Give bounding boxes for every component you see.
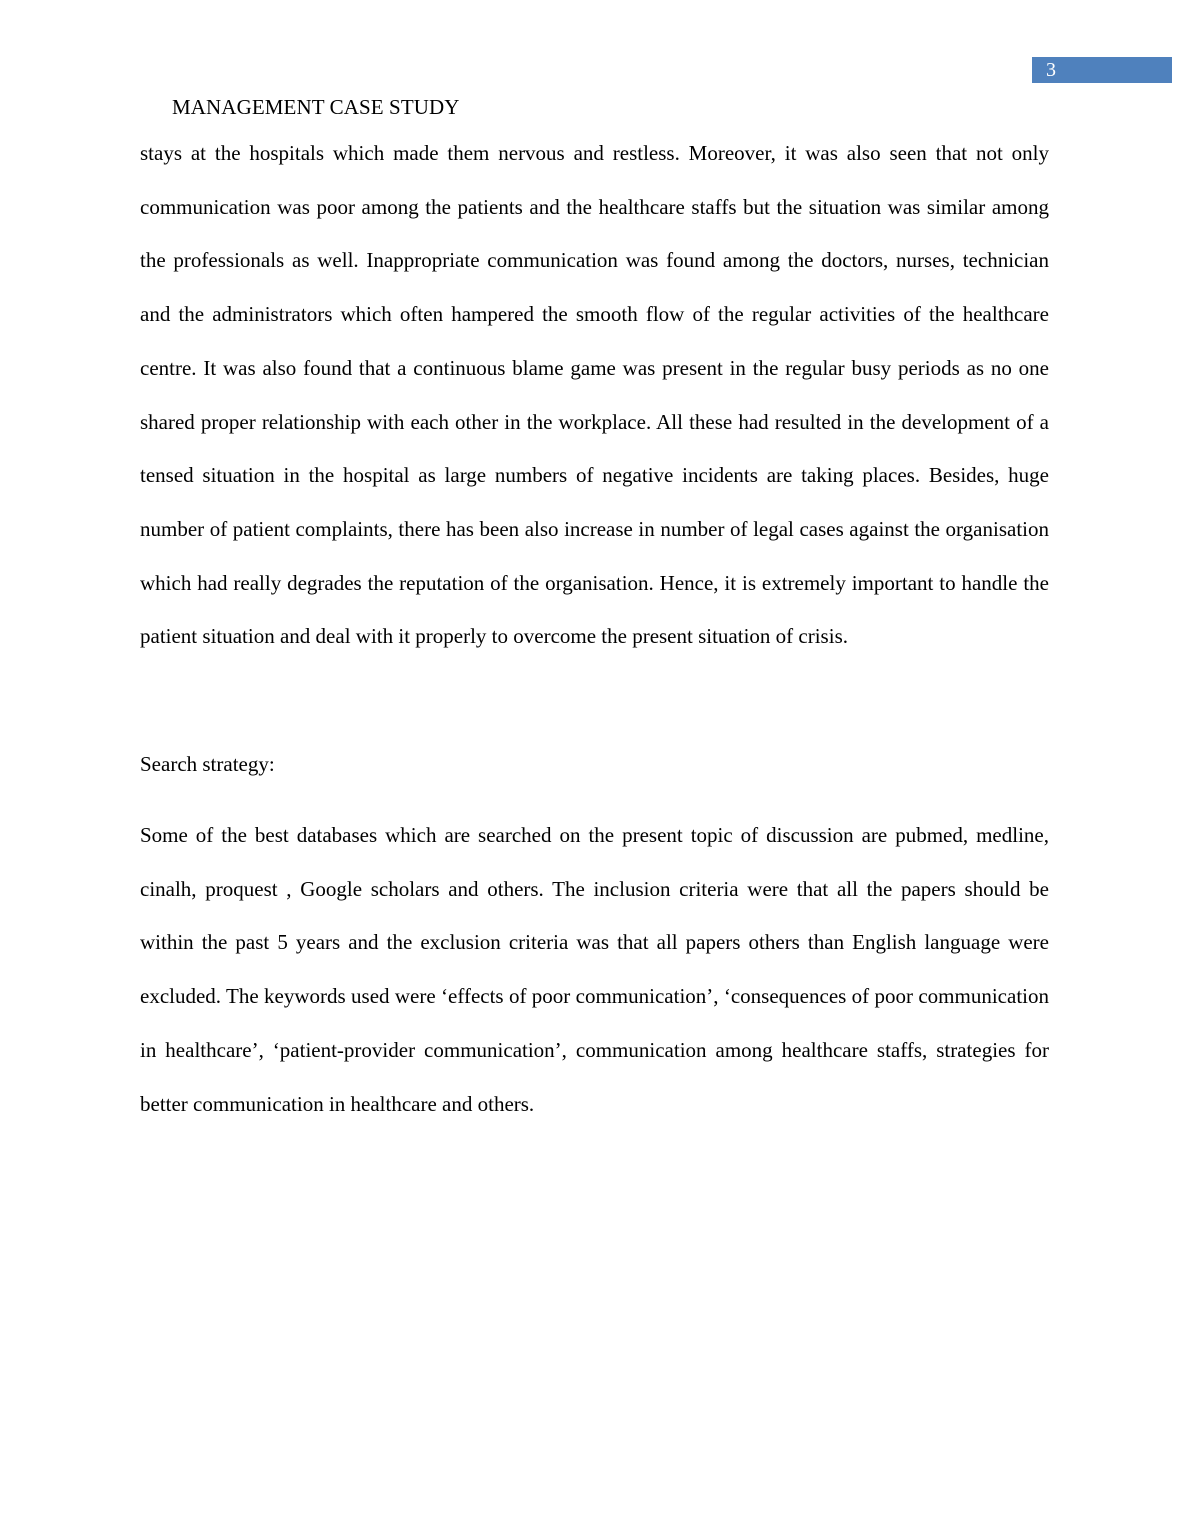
running-head: MANAGEMENT CASE STUDY: [172, 95, 460, 119]
page-number-badge: [1032, 57, 1172, 83]
section-heading-search-strategy: Search strategy:: [140, 752, 275, 776]
body-paragraph-1: stays at the hospitals which made them nervous and restless. Moreover, it was also seen that not only communication was poor among the patients and the healthcare staffs but the situation was similar among the professionals as well. Inappropriate communication was found among the doctors, nurses, technician and the administrators which often hampered the smooth flow of the regular activities of the healthcare centre. It was also found that a continuous blame game was present in the regular busy periods as no one shared proper relationship with each other in the workplace. All these had resulted in the development of a tensed situation in the hospital as large numbers of negative incidents are taking places. Besides, huge number of patient complaints, there has been also increase in number of legal cases against the organisation which had really degrades the reputation of the organisation. Hence, it is extremely important to handle the patient situation and deal with it properly to overcome the present situation of crisis.: [140, 141, 1049, 649]
body-paragraph-2: Some of the best databases which are searched on the present topic of discussion are pubmed, medline, cinalh, proquest , Google scholars and others. The inclusion criteria were that all the papers should be within the past 5 years and the exclusion criteria was that all papers others than English language were excluded. The keywords used were ‘effects of poor communication’, ‘consequences of poor communication in healthcare’, ‘patient-provider communication’, communication among healthcare staffs, strategies for better communication in healthcare and others.: [140, 823, 1049, 1116]
page-number: 3: [1046, 59, 1056, 81]
